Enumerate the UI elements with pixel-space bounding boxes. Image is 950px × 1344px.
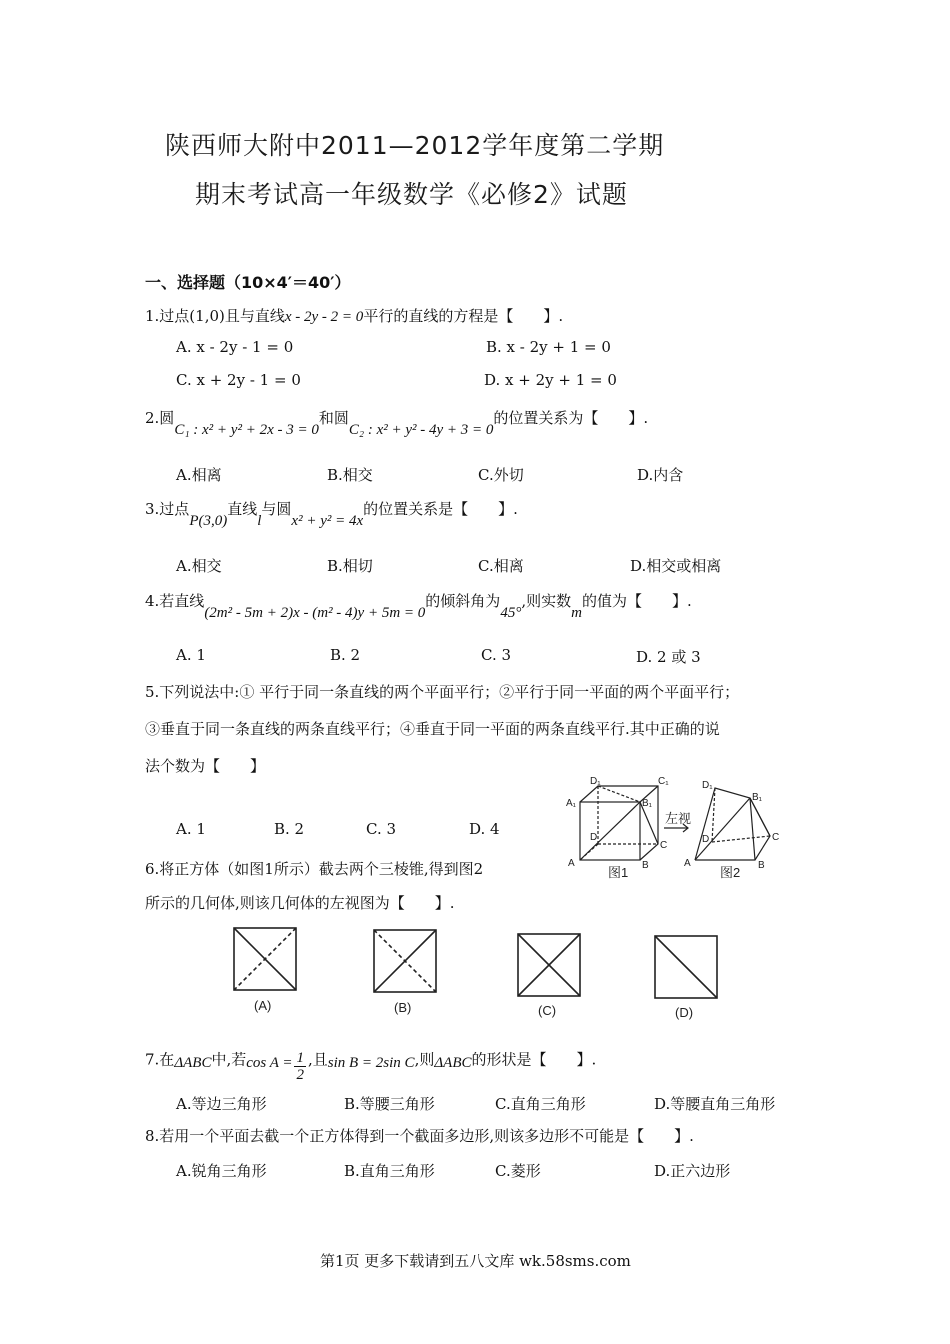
q3-text-c: 与圆 xyxy=(261,500,292,518)
q7-math-4: ΔABC xyxy=(434,1054,472,1071)
q7-math-3: sin B = 2sin C xyxy=(327,1054,415,1071)
q7-option-b: B.等腰三角形 xyxy=(344,1095,435,1113)
q3-math-2: l xyxy=(257,513,262,529)
svg-text:B₁: B₁ xyxy=(752,792,763,803)
fig-arrow-label: 左视 xyxy=(665,811,692,826)
q4-math-1: (2m² - 5m + 2)x - (m² - 4)y + 5m = 0 xyxy=(204,605,426,621)
q2-option-b: B.相交 xyxy=(327,466,373,484)
view-choices-figure xyxy=(228,922,728,1022)
q1-text-a: 1.过点(1,0)且与直线 xyxy=(145,307,285,325)
svg-text:A: A xyxy=(568,858,575,869)
svg-text:A: A xyxy=(684,858,691,869)
question-3 xyxy=(145,498,518,529)
choice-label-b: (B) xyxy=(394,1000,412,1015)
page-footer: 第1页 更多下载请到五八文库 wk.58sms.com xyxy=(320,1252,631,1270)
q3-option-a: A.相交 xyxy=(176,557,222,575)
question-1 xyxy=(145,305,563,326)
q2-math-2: C₂ : x² + y² - 4y + 3 = 0 xyxy=(348,422,494,438)
q2-option-c: C.外切 xyxy=(478,466,524,484)
q8-option-d: D.正六边形 xyxy=(654,1162,731,1180)
question-8: 8.若用一个平面去截一个正方体得到一个截面多边形,则该多边形不可能是【 】. xyxy=(145,1127,694,1145)
q2-option-d: D.内含 xyxy=(637,466,684,484)
q2-text-c: 的位置关系为【 】. xyxy=(493,409,649,427)
q3-math-1: P(3,0) xyxy=(189,513,228,529)
svg-text:C: C xyxy=(772,832,780,843)
svg-text:C: C xyxy=(660,840,668,851)
svg-text:B: B xyxy=(758,860,765,871)
q7-text-e: 的形状是【 】. xyxy=(471,1050,597,1069)
q2-text-a: 2.圆 xyxy=(145,409,175,427)
title-line-2: 期末考试高一年级数学《必修2》试题 xyxy=(195,180,628,209)
q3-text-b: 直线 xyxy=(227,500,258,518)
q1-option-a: A. x - 2y - 1 = 0 xyxy=(176,338,294,356)
q7-option-a: A.等边三角形 xyxy=(176,1095,267,1113)
section-heading: 一、选择题（10×4′＝40′） xyxy=(145,273,351,292)
q7-text-a: 7.在 xyxy=(145,1050,175,1069)
q4-option-d: D. 2 或 3 xyxy=(636,648,701,666)
q3-text-d: 的位置关系是【 】. xyxy=(363,500,518,518)
choice-label-c: (C) xyxy=(538,1003,557,1018)
q3-option-b: B.相切 xyxy=(327,557,373,575)
q4-option-a: A. 1 xyxy=(176,646,206,664)
q7-frac-num: 1 xyxy=(296,1050,304,1066)
svg-text:D₁: D₁ xyxy=(590,776,601,787)
q5-option-c: C. 3 xyxy=(366,820,397,838)
q3-option-c: C.相离 xyxy=(478,557,524,575)
q3-math-3: x² + y² = 4x xyxy=(291,513,364,529)
question-2 xyxy=(145,407,649,438)
q7-math-1: ΔABC xyxy=(174,1054,212,1071)
q7-fraction xyxy=(294,1050,306,1083)
q7-math-2: cos A = xyxy=(246,1054,293,1071)
choice-label-a: (A) xyxy=(254,998,272,1013)
q4-text-c: ,则实数 xyxy=(521,592,572,610)
q8-option-a: A.锐角三角形 xyxy=(176,1162,267,1180)
q3-text-a: 3.过点 xyxy=(145,500,190,518)
q7-option-d: D.等腰直角三角形 xyxy=(654,1095,776,1113)
q5-option-a: A. 1 xyxy=(176,820,206,838)
question-7 xyxy=(145,1044,597,1083)
q2-option-a: A.相离 xyxy=(176,466,222,484)
cube-figure xyxy=(560,776,790,881)
q8-option-b: B.直角三角形 xyxy=(344,1162,435,1180)
question-4 xyxy=(145,590,692,621)
q7-text-b: 中,若 xyxy=(211,1050,247,1069)
q4-option-b: B. 2 xyxy=(330,646,361,664)
q8-option-c: C.菱形 xyxy=(495,1162,541,1180)
q1-option-b: B. x - 2y + 1 = 0 xyxy=(486,338,611,356)
q5-option-b: B. 2 xyxy=(274,820,305,838)
title-line-1: 陕西师大附中2011—2012学年度第二学期 xyxy=(165,131,665,160)
q4-text-b: 的倾斜角为 xyxy=(425,592,501,610)
svg-text:A₁: A₁ xyxy=(566,798,577,809)
q4-text-a: 4.若直线 xyxy=(145,592,205,610)
q7-frac-den: 2 xyxy=(296,1067,304,1083)
q1-text-b: 平行的直线的方程是【 】. xyxy=(363,307,564,325)
q4-option-c: C. 3 xyxy=(481,646,512,664)
q5-line-3: 法个数为【 】 xyxy=(145,757,266,775)
q7-text-c: ,且 xyxy=(307,1050,328,1069)
q4-math-2: 45° xyxy=(500,605,522,621)
q5-line-2: ③垂直于同一条直线的两条直线平行；④垂直于同一平面的两条直线平行.其中正确的说 xyxy=(145,720,720,738)
q5-option-d: D. 4 xyxy=(469,820,500,838)
q4-math-3: m xyxy=(571,605,582,621)
q1-math: x - 2y - 2 = 0 xyxy=(284,309,364,325)
svg-text:D: D xyxy=(590,832,598,843)
q6-line-2: 所示的几何体,则该几何体的左视图为【 】. xyxy=(145,894,455,912)
q1-option-c: C. x + 2y - 1 = 0 xyxy=(176,371,301,389)
q3-option-d: D.相交或相离 xyxy=(630,557,722,575)
choice-label-d: (D) xyxy=(675,1005,694,1020)
svg-text:C₁: C₁ xyxy=(658,776,669,787)
q6-line-1: 6.将正方体（如图1所示）截去两个三棱锥,得到图2 xyxy=(145,860,484,878)
q2-math-1: C₁ : x² + y² + 2x - 3 = 0 xyxy=(174,422,319,438)
q7-text-d: ,则 xyxy=(414,1050,435,1069)
svg-text:B: B xyxy=(642,860,649,871)
q7-option-c: C.直角三角形 xyxy=(495,1095,586,1113)
svg-text:B₁: B₁ xyxy=(642,798,653,809)
q2-text-b: 和圆 xyxy=(318,409,349,427)
q4-text-d: 的值为【 】. xyxy=(581,592,692,610)
svg-text:D: D xyxy=(702,834,710,845)
q1-option-d: D. x + 2y + 1 = 0 xyxy=(484,371,617,389)
svg-text:D₁: D₁ xyxy=(702,780,713,791)
q5-line-1: 5.下列说法中:① 平行于同一条直线的两个平面平行；②平行于同一平面的两个平面平行； xyxy=(145,683,740,701)
fig1-label: 图1 xyxy=(608,865,629,880)
fig2-label: 图2 xyxy=(720,865,741,880)
